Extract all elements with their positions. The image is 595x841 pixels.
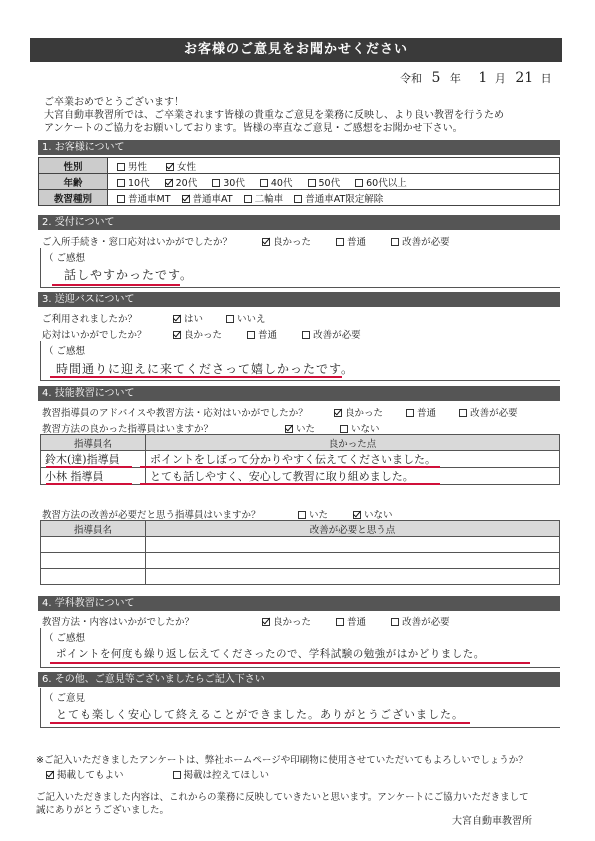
comment-label: ご感想	[56, 253, 86, 264]
table-row[interactable]	[41, 569, 560, 585]
instructor-name: 鈴木(達)指導員	[41, 451, 146, 468]
row-label-course: 教習種別	[39, 190, 108, 206]
page-title: お客様のご意見をお聞かせください	[30, 38, 562, 62]
bus-question-use: ご利用されましたか？	[42, 314, 138, 325]
option-age-60[interactable]: 60代以上	[355, 178, 407, 189]
column-header: 指導員名	[41, 521, 146, 537]
option-at-release[interactable]: 普通車AT限定解除	[294, 194, 383, 205]
bus-question-service: 応対はいかがでしたか？	[42, 330, 147, 341]
option-no[interactable]: いない	[340, 424, 380, 435]
checkbox-age-20[interactable]	[165, 179, 173, 187]
comment-underline	[52, 284, 180, 286]
option-normal[interactable]: 普通	[406, 408, 436, 419]
option-age-20[interactable]: 20代	[165, 178, 198, 189]
checkbox-publish-ok[interactable]	[46, 771, 54, 779]
classroom-comment: ポイントを何度も繰り返し伝えてくださったので、学科試験の勉強がはかどりました。	[56, 648, 485, 660]
bus-use-options	[173, 311, 266, 325]
table-row[interactable]	[41, 537, 560, 553]
comment-label: ご感想	[56, 633, 86, 644]
checkbox-at[interactable]	[182, 195, 190, 203]
option-normal[interactable]: 普通	[336, 617, 366, 628]
date-year-unit: 年	[449, 72, 461, 85]
column-header: 良かった点	[146, 435, 560, 451]
bus-comment-label: （ ご感想	[44, 346, 86, 357]
publish-options	[46, 767, 269, 781]
section-header-customer: 1. お客様について	[38, 140, 560, 155]
comment-underline	[50, 376, 342, 378]
comment-label: ご感想	[56, 346, 86, 357]
checkbox-at-release[interactable]	[294, 195, 302, 203]
checkbox-age-60[interactable]	[355, 179, 363, 187]
checkbox-improve[interactable]	[459, 409, 467, 417]
section-header-reception: 2. 受付について	[38, 215, 560, 230]
date-month-unit: 月	[494, 72, 506, 85]
option-age-40[interactable]: 40代	[260, 178, 293, 189]
signature: 大宮自動車教習所	[452, 816, 532, 827]
option-bike[interactable]: 二輪車	[244, 194, 284, 205]
date-era: 令和	[400, 72, 422, 85]
checkbox-no[interactable]	[340, 425, 348, 433]
option-no[interactable]: いない	[353, 510, 393, 521]
thanks-line: ご記入いただきました内容は、これからの業務に反映していきたいと思います。アンケートにご協力いただきまして	[36, 792, 529, 803]
option-yes[interactable]: いた	[285, 424, 315, 435]
driving-question-good: 教習方法の良かった指導員はいますか？	[42, 424, 214, 435]
option-good[interactable]: 良かった	[262, 617, 311, 628]
option-good[interactable]: 良かった	[334, 408, 383, 419]
good-instructor-table	[40, 434, 560, 485]
instructor-good-point: ポイントをしぼって分かりやすく伝えてくださいました。	[146, 451, 560, 468]
option-improve[interactable]: 改善が必要	[391, 237, 450, 248]
comment-label: ご意見	[56, 693, 86, 704]
option-improve[interactable]: 改善が必要	[302, 330, 361, 341]
section-header-classroom: 4. 学科教習について	[38, 596, 560, 611]
checkbox-yes[interactable]	[298, 511, 306, 519]
other-comment: とても楽しく安心して終えることができました。ありがとうございました。	[56, 708, 464, 721]
option-normal[interactable]: 普通	[247, 330, 277, 341]
checkbox-improve[interactable]	[302, 331, 310, 339]
name-underline	[46, 466, 132, 468]
date-year: 5	[431, 70, 441, 86]
checkbox-normal[interactable]	[247, 331, 255, 339]
reception-comment-label: （ ご感想	[44, 253, 86, 264]
checkbox-no[interactable]	[226, 315, 234, 323]
checkbox-age-10[interactable]	[117, 179, 125, 187]
checkbox-age-50[interactable]	[308, 179, 316, 187]
option-improve[interactable]: 改善が必要	[459, 408, 518, 419]
row-label-gender: 性別	[39, 158, 108, 174]
option-normal[interactable]: 普通	[336, 237, 366, 248]
date	[400, 70, 560, 86]
checkbox-yes[interactable]	[285, 425, 293, 433]
course-options	[108, 190, 560, 206]
checkbox-normal[interactable]	[336, 238, 344, 246]
checkbox-good[interactable]	[334, 409, 342, 417]
row-label-age: 年齢	[39, 174, 108, 190]
option-publish-no[interactable]: 掲載は控えてほしい	[173, 770, 270, 781]
comment-underline	[50, 662, 530, 664]
option-age-30[interactable]: 30代	[212, 178, 245, 189]
column-header: 指導員名	[41, 435, 146, 451]
checkbox-good[interactable]	[262, 238, 270, 246]
driving-question-advice: 教習指導員のアドバイスや教習方法・応対はいかがでしたか？	[42, 408, 308, 419]
date-day-unit: 日	[540, 72, 552, 85]
option-male[interactable]: 男性	[117, 162, 147, 173]
classroom-options	[262, 614, 450, 628]
checkbox-good[interactable]	[173, 331, 181, 339]
age-options	[108, 174, 560, 190]
checkbox-good[interactable]	[262, 618, 270, 626]
classroom-question: 教習方法・内容はいかがでしたか？	[42, 617, 195, 628]
checkbox-female[interactable]	[166, 163, 174, 171]
improve-instructor-table	[40, 520, 560, 585]
driving-improve-options	[298, 507, 393, 521]
reception-options	[262, 234, 450, 248]
section-header-bus: 3. 送迎バスについて	[38, 292, 560, 307]
checkbox-bike[interactable]	[244, 195, 252, 203]
checkbox-publish-no[interactable]	[173, 771, 181, 779]
option-improve[interactable]: 改善が必要	[391, 617, 450, 628]
thanks-line: 誠にありがとうございました。	[36, 805, 170, 816]
column-header: 改善が必要と思う点	[146, 521, 560, 537]
instructor-name: 小林 指導員	[41, 468, 146, 485]
intro-text	[44, 96, 564, 135]
checkbox-improve[interactable]	[391, 238, 399, 246]
checkbox-male[interactable]	[117, 163, 125, 171]
table-row[interactable]	[41, 553, 560, 569]
reception-question: ご入所手続き・窓口応対はいかがでしたか？	[42, 237, 233, 248]
option-female[interactable]: 女性	[166, 162, 196, 173]
point-underline	[140, 466, 440, 468]
classroom-comment-label: （ ご感想	[44, 633, 86, 644]
section-header-driving: 4. 技能教習について	[38, 386, 560, 401]
checkbox-yes[interactable]	[173, 315, 181, 323]
checkbox-normal[interactable]	[406, 409, 414, 417]
instructor-good-point: とても話しやすく、安心して教習に取り組めました。	[146, 468, 560, 485]
date-day: 21	[515, 70, 534, 86]
checkbox-mt[interactable]	[117, 195, 125, 203]
checkbox-age-30[interactable]	[212, 179, 220, 187]
bus-service-options	[173, 327, 361, 341]
reception-comment: 話しやすかったです。	[64, 268, 194, 282]
other-comment-label: （ ご意見	[44, 693, 86, 704]
point-underline	[140, 483, 440, 485]
section-header-other: 6. その他、ご意見等ございましたらご記入下さい	[38, 672, 560, 687]
option-at[interactable]: 普通車AT	[182, 194, 233, 205]
checkbox-normal[interactable]	[336, 618, 344, 626]
intro-line: ご卒業おめでとうございます！	[44, 97, 184, 108]
date-month: 1	[478, 70, 488, 86]
option-age-50[interactable]: 50代	[308, 178, 341, 189]
table-row	[41, 468, 560, 485]
option-yes[interactable]: いた	[298, 510, 328, 521]
driving-good-options	[285, 421, 380, 435]
intro-line: 大宮自動車教習所では、ご卒業されます皆様の貴重なご意見を業務に反映し、より良い教習を行うため	[44, 110, 504, 121]
checkbox-age-40[interactable]	[260, 179, 268, 187]
gender-options	[108, 158, 560, 174]
option-good[interactable]: 良かった	[262, 237, 311, 248]
checkbox-no[interactable]	[353, 511, 361, 519]
publish-question: ※ご記入いただきましたアンケートは、弊社ホームページや印刷物に使用させていただいてもよろしいでしょうか？	[36, 755, 528, 766]
table-row	[41, 451, 560, 468]
driving-question-improve: 教習方法の改善が必要だと思う指導員はいますか？	[42, 510, 261, 521]
option-mt[interactable]: 普通車MT	[117, 194, 171, 205]
comment-underline	[50, 722, 470, 724]
driving-advice-options	[334, 405, 518, 419]
customer-table	[38, 157, 560, 206]
option-age-10[interactable]: 10代	[117, 178, 150, 189]
option-good[interactable]: 良かった	[173, 330, 222, 341]
option-publish-ok[interactable]: 掲載してもよい	[46, 770, 124, 781]
checkbox-improve[interactable]	[391, 618, 399, 626]
name-underline	[46, 483, 132, 485]
bus-comment: 時間通りに迎えに来てくださって嬉しかったです。	[56, 362, 355, 376]
option-no[interactable]: いいえ	[226, 314, 266, 325]
option-yes[interactable]: はい	[173, 314, 203, 325]
intro-line: アンケートのご協力をお願いしております。皆様の率直なご意見・ご感想をお聞かせ下さい。	[44, 123, 463, 134]
